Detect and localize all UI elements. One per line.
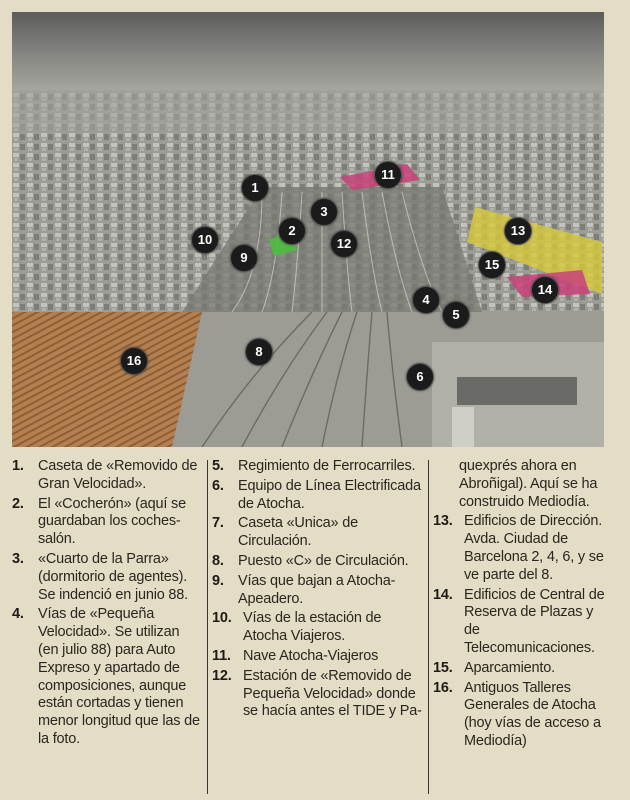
legend-number: 10. [212, 610, 232, 627]
column-divider [207, 460, 208, 794]
legend-item-15 [433, 660, 605, 678]
legend-number: 15. [433, 659, 453, 676]
legend-item-4 [12, 606, 202, 748]
legend-number: 13. [433, 513, 453, 530]
photo-marker-4: 4 [412, 286, 440, 314]
legend-number: 11. [212, 647, 231, 664]
photo-marker-14: 14 [531, 276, 559, 304]
legend-item-10 [212, 610, 424, 646]
legend-text: Caseta «Unica» de Circulación. [238, 515, 358, 550]
legend-text: Vías de la estación de Atocha Viajeros. [243, 610, 382, 645]
legend-text: Equipo de Línea Electrificada de Atocha. [238, 477, 421, 512]
photo-marker-9: 9 [230, 244, 258, 272]
photo-legend [12, 458, 604, 794]
legend-text: Estación de «Removido de Pequeña Velocidad» donde se hacía antes el TIDE y Pa- [243, 667, 422, 720]
legend-item-9 [212, 573, 424, 609]
legend-text: Aparcamiento. [464, 659, 555, 676]
photo-marker-13: 13 [504, 217, 532, 245]
legend-text: Edificios de Central de Reserva de Plazas y de Telecomunicaciones. [464, 586, 605, 656]
legend-item-11 [212, 648, 424, 666]
photo-marker-1: 1 [241, 174, 269, 202]
legend-text: Vías de «Pequeña Velocidad». Se utilizan (en julio 88) para Auto Expreso y apartado de composiciones, aunque están cortadas y tienen menor longitud que las de la foto. [38, 606, 200, 747]
photo-marker-16: 16 [120, 347, 148, 375]
legend-text: El «Cocherón» (aquí se guardaban los coches-salón. [38, 495, 186, 548]
photo-marker-12: 12 [330, 230, 358, 258]
legend-item-16 [433, 680, 605, 751]
legend-text: Puesto «C» de Circulación. [238, 552, 409, 569]
photo-marker-3: 3 [310, 198, 338, 226]
column-divider [428, 460, 429, 794]
legend-text: «Cuarto de la Parra» (dormitorio de agentes). Se indenció en junio 88. [38, 550, 188, 603]
photo-marker-5: 5 [442, 301, 470, 329]
legend-number: 2. [12, 495, 24, 512]
legend-item-12 [212, 668, 424, 721]
legend-item-2 [12, 496, 202, 549]
legend-column-1 [12, 458, 202, 751]
legend-item-13 [433, 513, 605, 584]
legend-number: 14. [433, 586, 453, 603]
legend-number: 16. [433, 679, 453, 696]
legend-number: 5. [212, 458, 224, 474]
legend-item-14 [433, 587, 605, 658]
legend-number: 1. [12, 458, 24, 474]
legend-number: 4. [12, 606, 24, 623]
legend-number: 7. [212, 515, 224, 532]
legend-text: Vías que bajan a Atocha-Apeadero. [238, 572, 396, 607]
legend-text: Edificios de Dirección. Avda. Ciudad de Barcelona 2, 4, 6, y se ve parte del 8. [464, 513, 604, 583]
photo-marker-8: 8 [245, 338, 273, 366]
legend-item-12-continuation: quexprés ahora en Abroñigal). Aquí se ha construido Mediodía. [459, 458, 598, 510]
legend-number: 6. [212, 477, 224, 494]
legend-item-6 [212, 478, 424, 514]
legend-text: Antiguos Talleres Generales de Atocha (hoy vías de acceso a Mediodía) [464, 679, 601, 749]
photo-marker-2: 2 [278, 217, 306, 245]
aerial-photo [12, 12, 604, 447]
photo-marker-10: 10 [191, 226, 219, 254]
legend-number: 9. [212, 572, 224, 589]
legend-column-2 [212, 458, 424, 723]
photo-marker-15: 15 [478, 251, 506, 279]
photo-marker-6: 6 [406, 363, 434, 391]
legend-column-3 [433, 458, 605, 753]
legend-item-5 [212, 458, 424, 476]
legend-number: 8. [212, 552, 224, 569]
legend-text: Nave Atocha-Viajeros [243, 647, 379, 664]
photo-marker-11: 11 [374, 161, 402, 189]
legend-text: Caseta de «Removido de Gran Velocidad». [38, 458, 198, 492]
legend-item-7 [212, 515, 424, 551]
legend-item-8 [212, 553, 424, 571]
legend-item-1 [12, 458, 202, 494]
legend-text: Regimiento de Ferrocarriles. [238, 458, 416, 474]
legend-number: 12. [212, 667, 232, 684]
legend-item-3 [12, 551, 202, 604]
legend-number: 3. [12, 550, 24, 567]
